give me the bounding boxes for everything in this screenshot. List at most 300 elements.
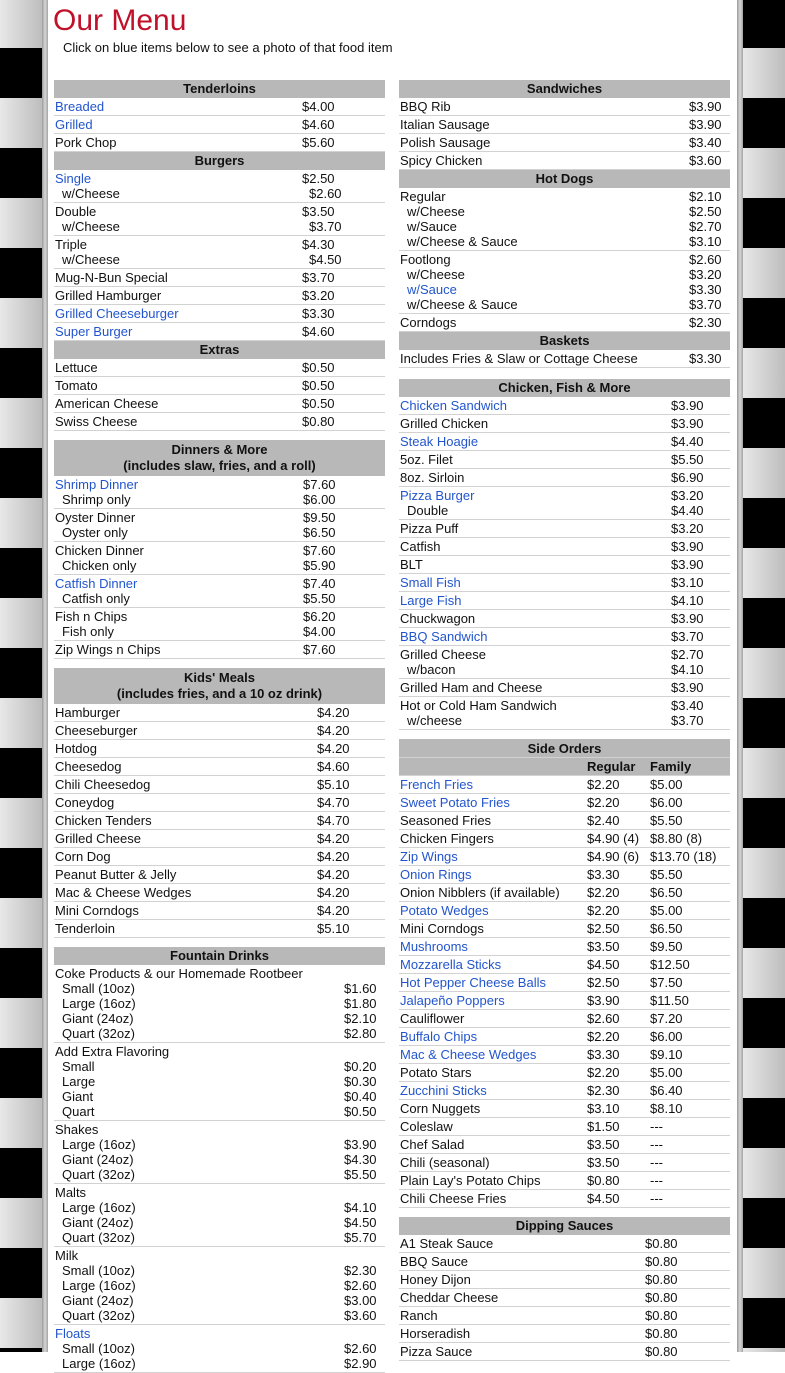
table-row (399, 812, 730, 830)
table-row (399, 1289, 730, 1307)
item-name[interactable]: Super Burger (54, 323, 301, 341)
page-title: Our Menu (53, 4, 187, 37)
item-regular: $2.20 (586, 902, 649, 920)
item-name: Add Extra Flavoring (55, 1044, 170, 1059)
item-family: $11.50 (649, 992, 730, 1010)
item-cell (54, 542, 302, 575)
item-cell (54, 1325, 343, 1373)
item-regular: $2.40 (586, 812, 649, 830)
item-cell (54, 608, 302, 641)
table-row (54, 902, 385, 920)
item-regular: $3.30 (586, 1046, 649, 1064)
price-cell (670, 487, 730, 520)
sides-header: Side Orders (399, 739, 730, 758)
item-name: Milk (55, 1248, 79, 1263)
item-name[interactable]: Grilled Cheeseburger (54, 305, 301, 323)
item-price: $0.80 (644, 1235, 730, 1253)
sides-col-family: Family (649, 758, 730, 776)
checker-square (743, 498, 785, 548)
item-name: Corndogs (399, 314, 688, 332)
item-sub: Quart (32oz) (62, 1167, 135, 1182)
table-row[interactable] (399, 974, 730, 992)
table-row (399, 610, 730, 628)
item-name: Coke Products & our Homemade Rootbeer (55, 966, 303, 981)
item-name[interactable]: Shrimp Dinner (55, 477, 139, 492)
baskets-table (399, 350, 730, 368)
item-price: $3.90 (670, 610, 730, 628)
item-name: Malts (55, 1185, 87, 1200)
item-price: $5.10 (316, 776, 385, 794)
item-name[interactable]: Breaded (54, 98, 301, 116)
price-cell (343, 1325, 385, 1373)
item-name: Onion Nibblers (if available) (399, 884, 586, 902)
item-sub-price: $6.00 (303, 492, 336, 507)
left-column (54, 80, 385, 1373)
right-checker-border (743, 0, 785, 1352)
item-sub-price: $3.70 (671, 713, 704, 728)
dinners-title: Dinners & More (171, 442, 268, 457)
item-name: Swiss Cheese (54, 413, 301, 431)
table-row[interactable] (399, 1082, 730, 1100)
checker-square (0, 1248, 42, 1298)
item-price: $3.90 (670, 538, 730, 556)
price-cell (302, 476, 385, 509)
price-cell (301, 170, 385, 203)
item-price: $7.60 (302, 641, 385, 659)
table-row (54, 866, 385, 884)
checker-square (0, 1048, 42, 1098)
table-row (54, 758, 385, 776)
item-price: $2.30 (344, 1263, 377, 1278)
table-row (399, 646, 730, 679)
item-name[interactable]: Potato Wedges (399, 902, 586, 920)
item-sub: w/Cheese (62, 252, 120, 267)
item-regular: $4.90 (6) (586, 848, 649, 866)
checker-square (743, 98, 785, 148)
item-name[interactable]: BBQ Sandwich (399, 628, 670, 646)
extras-table (54, 359, 385, 431)
item-price: $3.30 (688, 350, 730, 368)
table-row (399, 679, 730, 697)
item-name[interactable]: Large Fish (399, 592, 670, 610)
checker-square (0, 248, 42, 298)
item-price: $7.60 (303, 543, 336, 558)
item-name: Hotdog (54, 740, 316, 758)
item-family: --- (649, 1118, 730, 1136)
checker-square (0, 348, 42, 398)
checker-square (743, 998, 785, 1048)
table-row (54, 812, 385, 830)
item-name: Triple (55, 237, 88, 252)
item-name[interactable]: Sweet Potato Fries (399, 794, 586, 812)
item-price: $0.80 (644, 1253, 730, 1271)
checker-square (0, 1298, 42, 1348)
item-price: $3.40 (688, 134, 730, 152)
item-name: 8oz. Sirloin (399, 469, 670, 487)
item-family: $5.50 (649, 812, 730, 830)
checker-square (0, 698, 42, 748)
item-family: --- (649, 1154, 730, 1172)
item-price: $4.20 (316, 704, 385, 722)
item-regular: $3.50 (586, 1136, 649, 1154)
table-row[interactable] (54, 476, 385, 509)
table-row (54, 794, 385, 812)
item-name: Footlong (400, 252, 451, 267)
table-row (54, 1121, 385, 1184)
table-row[interactable] (399, 866, 730, 884)
checker-square (743, 48, 785, 98)
item-price: $0.80 (301, 413, 385, 431)
item-cell (54, 1184, 343, 1247)
table-row (54, 1247, 385, 1325)
item-name[interactable]: Chicken Sandwich (399, 397, 670, 415)
item-name[interactable]: Onion Rings (399, 866, 586, 884)
item-price: $2.70 (689, 219, 722, 234)
item-price: $0.80 (644, 1307, 730, 1325)
item-name: American Cheese (54, 395, 301, 413)
item-price: $3.40 (671, 698, 704, 713)
item-name: Pizza Sauce (399, 1343, 644, 1361)
item-name[interactable]: Floats (55, 1326, 91, 1341)
item-family: $5.00 (649, 776, 730, 794)
item-name: BBQ Sauce (399, 1253, 644, 1271)
item-name[interactable]: Zucchini Sticks (399, 1082, 586, 1100)
item-family: $6.00 (649, 794, 730, 812)
checker-square (0, 848, 42, 898)
item-name[interactable]: Mac & Cheese Wedges (399, 1046, 586, 1064)
item-price: $3.70 (301, 269, 385, 287)
table-row (54, 776, 385, 794)
item-price: $0.20 (344, 1059, 377, 1074)
item-sub: Large (16oz) (62, 996, 136, 1011)
item-name: Chili (seasonal) (399, 1154, 586, 1172)
checker-square (743, 1248, 785, 1298)
item-sub: Chicken only (62, 558, 137, 573)
table-row (399, 1271, 730, 1289)
item-regular: $2.60 (586, 1010, 649, 1028)
checker-square (743, 1098, 785, 1148)
tenderloins-table (54, 98, 385, 152)
item-name[interactable]: Zip Wings (399, 848, 586, 866)
checker-square (743, 0, 785, 48)
item-family: --- (649, 1136, 730, 1154)
item-sub: Catfish only (62, 591, 130, 606)
table-row[interactable] (399, 628, 730, 646)
item-price: $3.30 (301, 305, 385, 323)
item-family: $5.00 (649, 902, 730, 920)
checker-square (743, 148, 785, 198)
item-family: $13.70 (18) (649, 848, 730, 866)
item-regular: $4.50 (586, 956, 649, 974)
item-cell (54, 965, 343, 1043)
checker-square (743, 248, 785, 298)
table-row (399, 1154, 730, 1172)
table-row[interactable] (399, 794, 730, 812)
item-price: $0.30 (344, 1074, 377, 1089)
checker-square (743, 348, 785, 398)
checker-square (0, 498, 42, 548)
item-price: $2.50 (302, 171, 335, 186)
item-price: $3.90 (670, 397, 730, 415)
item-name[interactable]: Jalapeño Poppers (399, 992, 586, 1010)
item-sub-price: $4.10 (671, 662, 704, 677)
table-row[interactable] (399, 487, 730, 520)
item-price: $4.20 (316, 866, 385, 884)
item-name: BBQ Rib (399, 98, 688, 116)
item-family: $6.50 (649, 884, 730, 902)
table-row (399, 520, 730, 538)
item-name: Seasoned Fries (399, 812, 586, 830)
item-name: Corn Nuggets (399, 1100, 586, 1118)
table-row[interactable] (399, 574, 730, 592)
price-cell (670, 697, 730, 730)
item-sub-link[interactable]: w/Sauce (407, 282, 457, 297)
table-row (399, 830, 730, 848)
item-price: $4.20 (316, 884, 385, 902)
item-price: $0.50 (301, 395, 385, 413)
item-sub: Quart (32oz) (62, 1230, 135, 1245)
item-name[interactable]: Catfish Dinner (55, 576, 138, 591)
item-price: $5.10 (316, 920, 385, 938)
item-sub: Small (62, 1059, 95, 1074)
sides-table (399, 739, 730, 1208)
item-sub: Giant (24oz) (62, 1152, 134, 1167)
table-row[interactable] (399, 956, 730, 974)
item-price: $4.60 (316, 758, 385, 776)
item-price: $5.60 (301, 134, 385, 152)
checker-square (743, 448, 785, 498)
price-cell (670, 646, 730, 679)
item-name[interactable]: Mushrooms (399, 938, 586, 956)
item-regular: $1.50 (586, 1118, 649, 1136)
item-name: Shakes (55, 1122, 99, 1137)
item-price: $6.20 (303, 609, 336, 624)
item-price: $3.90 (670, 556, 730, 574)
item-sub: Oyster only (62, 525, 128, 540)
table-row[interactable] (399, 848, 730, 866)
table-row (54, 203, 385, 236)
checker-square (743, 1198, 785, 1248)
item-name: A1 Steak Sauce (399, 1235, 644, 1253)
item-regular: $3.90 (586, 992, 649, 1010)
table-row (399, 920, 730, 938)
item-price: $7.60 (303, 477, 336, 492)
item-name: Chicken Tenders (54, 812, 316, 830)
item-name[interactable]: French Fries (399, 776, 586, 794)
item-name[interactable]: Single (55, 171, 92, 186)
price-cell (301, 203, 385, 236)
table-row[interactable] (54, 98, 385, 116)
item-cell (54, 575, 302, 608)
chicken-table (399, 397, 730, 730)
checker-square (743, 698, 785, 748)
item-sub: Large (16oz) (62, 1278, 136, 1293)
table-row (399, 134, 730, 152)
table-row[interactable] (54, 305, 385, 323)
checker-square (0, 298, 42, 348)
item-price: $5.50 (670, 451, 730, 469)
item-sub-price: $4.00 (303, 624, 336, 639)
item-price: $3.20 (689, 267, 722, 282)
table-row (399, 556, 730, 574)
table-row[interactable] (399, 592, 730, 610)
table-row (399, 1190, 730, 1208)
item-name: Pork Chop (54, 134, 301, 152)
table-row (399, 116, 730, 134)
item-regular: $2.30 (586, 1082, 649, 1100)
table-row (399, 314, 730, 332)
item-name: Regular (400, 189, 446, 204)
price-cell (343, 965, 385, 1043)
item-regular: $3.10 (586, 1100, 649, 1118)
checker-square (743, 798, 785, 848)
table-row[interactable] (399, 433, 730, 451)
item-name[interactable]: Steak Hoagie (399, 433, 670, 451)
item-price: $4.30 (302, 237, 335, 252)
sides-colheader-row (399, 758, 730, 776)
table-row (54, 359, 385, 377)
item-regular: $3.50 (586, 1154, 649, 1172)
table-row[interactable] (399, 1046, 730, 1064)
item-price: $4.20 (316, 830, 385, 848)
item-price: $3.70 (670, 628, 730, 646)
table-row[interactable] (399, 938, 730, 956)
sides-header-row (399, 739, 730, 758)
item-name: Grilled Cheese (54, 830, 316, 848)
checker-square (0, 48, 42, 98)
item-name[interactable]: Buffalo Chips (399, 1028, 586, 1046)
item-name: Chicken Dinner (55, 543, 144, 558)
item-sub: w/cheese (407, 713, 462, 728)
checker-square (0, 198, 42, 248)
price-cell (688, 251, 730, 314)
item-family: $5.50 (649, 866, 730, 884)
table-row (54, 641, 385, 659)
price-cell (343, 1184, 385, 1247)
table-row (54, 704, 385, 722)
item-family: $8.10 (649, 1100, 730, 1118)
table-row[interactable] (54, 116, 385, 134)
item-price: $4.20 (316, 848, 385, 866)
price-cell (343, 1043, 385, 1121)
left-checker-border (0, 0, 42, 1352)
item-regular: $3.50 (586, 938, 649, 956)
item-cell (54, 203, 301, 236)
table-row (54, 884, 385, 902)
item-family: $5.00 (649, 1064, 730, 1082)
kids-note: (includes fries, and a 10 oz drink) (116, 686, 323, 701)
item-name: Spicy Chicken (399, 152, 688, 170)
checker-square (743, 548, 785, 598)
item-price: $2.10 (344, 1011, 377, 1026)
table-row[interactable] (54, 323, 385, 341)
table-row (54, 965, 385, 1043)
item-price: $3.90 (670, 415, 730, 433)
item-name[interactable]: Mozzarella Sticks (399, 956, 586, 974)
checker-square (743, 648, 785, 698)
right-column (399, 80, 730, 1361)
item-name: Grilled Cheese (400, 647, 486, 662)
price-cell (343, 1121, 385, 1184)
item-sub: w/Sauce (407, 219, 457, 234)
item-price: $3.20 (670, 520, 730, 538)
baskets-header: Baskets (399, 332, 730, 350)
table-row (54, 740, 385, 758)
item-family: $9.10 (649, 1046, 730, 1064)
table-row[interactable] (399, 992, 730, 1010)
checker-square (0, 798, 42, 848)
table-row[interactable] (54, 575, 385, 608)
table-row[interactable] (399, 902, 730, 920)
table-row[interactable] (399, 1028, 730, 1046)
item-price: $0.80 (644, 1343, 730, 1361)
item-family: $6.40 (649, 1082, 730, 1100)
item-name: Tenderloin (54, 920, 316, 938)
item-sub-price: $4.40 (671, 503, 704, 518)
item-price: $3.90 (688, 98, 730, 116)
item-name[interactable]: Small Fish (399, 574, 670, 592)
checker-square (0, 148, 42, 198)
item-name: Potato Stars (399, 1064, 586, 1082)
item-price: $0.80 (644, 1271, 730, 1289)
sides-col-regular: Regular (586, 758, 649, 776)
item-cell (54, 1121, 343, 1184)
item-sub: Small (10oz) (62, 1263, 135, 1278)
table-row (54, 830, 385, 848)
table-row (399, 350, 730, 368)
table-row (399, 697, 730, 730)
table-row[interactable] (399, 397, 730, 415)
item-name: Honey Dijon (399, 1271, 644, 1289)
item-name[interactable]: Pizza Burger (400, 488, 475, 503)
sides-col-name (399, 758, 586, 776)
item-sub: Quart (32oz) (62, 1308, 135, 1323)
table-row[interactable] (399, 776, 730, 794)
item-sub: w/bacon (407, 662, 456, 677)
checker-square (743, 598, 785, 648)
item-sub-price: $4.50 (309, 252, 342, 267)
item-sub: Large (62, 1074, 96, 1089)
price-cell (302, 509, 385, 542)
item-price: $0.80 (644, 1325, 730, 1343)
item-name: Polish Sausage (399, 134, 688, 152)
item-name[interactable]: Grilled (54, 116, 301, 134)
item-sub: Small (10oz) (62, 1341, 135, 1356)
item-name[interactable]: Hot Pepper Cheese Balls (399, 974, 586, 992)
item-name: Chili Cheesedog (54, 776, 316, 794)
item-price: $3.30 (689, 282, 722, 297)
item-sub: Shrimp only (62, 492, 131, 507)
item-sub: Large (16oz) (62, 1200, 136, 1215)
table-row (399, 1235, 730, 1253)
item-regular: $3.30 (586, 866, 649, 884)
checker-square (743, 748, 785, 798)
table-row (54, 848, 385, 866)
table-row[interactable] (54, 170, 385, 203)
table-row[interactable] (54, 1325, 385, 1373)
table-row (54, 722, 385, 740)
dinners-table (54, 476, 385, 659)
table-row (399, 152, 730, 170)
item-price: $4.10 (670, 592, 730, 610)
item-sub: w/Cheese & Sauce (407, 234, 518, 249)
item-name: Cheeseburger (54, 722, 316, 740)
item-sub: Small (10oz) (62, 981, 135, 996)
item-price: $3.50 (302, 204, 335, 219)
table-row[interactable] (399, 251, 730, 314)
checker-square (0, 448, 42, 498)
table-row (399, 1118, 730, 1136)
